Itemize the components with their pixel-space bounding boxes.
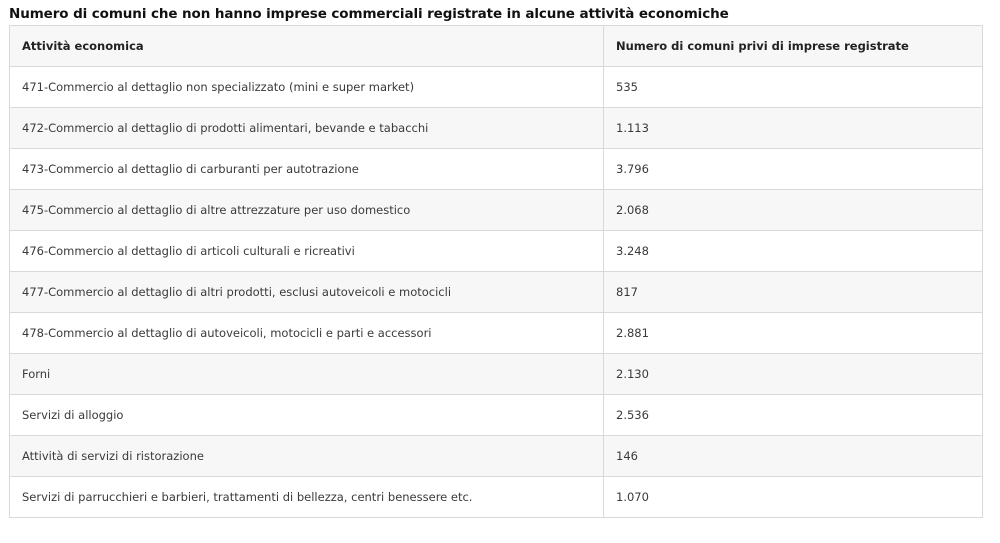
cell-activity: 473-Commercio al dettaglio di carburanti per autotrazione bbox=[10, 149, 604, 190]
table-row bbox=[10, 436, 983, 477]
table-row bbox=[10, 272, 983, 313]
table-row bbox=[10, 108, 983, 149]
table-row bbox=[10, 231, 983, 272]
cell-count: 535 bbox=[604, 67, 983, 108]
data-table bbox=[9, 25, 983, 518]
cell-count: 817 bbox=[604, 272, 983, 313]
table-row bbox=[10, 313, 983, 354]
cell-activity: Servizi di alloggio bbox=[10, 395, 604, 436]
cell-count: 3.796 bbox=[604, 149, 983, 190]
cell-count: 2.881 bbox=[604, 313, 983, 354]
cell-count: 2.068 bbox=[604, 190, 983, 231]
cell-activity: 477-Commercio al dettaglio di altri prodotti, esclusi autoveicoli e motocicli bbox=[10, 272, 604, 313]
table-header-row bbox=[10, 26, 983, 67]
table-row bbox=[10, 477, 983, 518]
table-row bbox=[10, 190, 983, 231]
table-row bbox=[10, 395, 983, 436]
cell-activity: 476-Commercio al dettaglio di articoli culturali e ricreativi bbox=[10, 231, 604, 272]
cell-activity: Attività di servizi di ristorazione bbox=[10, 436, 604, 477]
cell-activity: 475-Commercio al dettaglio di altre attrezzature per uso domestico bbox=[10, 190, 604, 231]
cell-activity: 472-Commercio al dettaglio di prodotti alimentari, bevande e tabacchi bbox=[10, 108, 604, 149]
cell-count: 2.130 bbox=[604, 354, 983, 395]
header-count: Numero di comuni privi di imprese registrate bbox=[604, 26, 983, 67]
cell-count: 1.070 bbox=[604, 477, 983, 518]
header-activity: Attività economica bbox=[10, 26, 604, 67]
table-title: Numero di comuni che non hanno imprese commerciali registrate in alcune attività economiche bbox=[9, 6, 729, 22]
cell-count: 146 bbox=[604, 436, 983, 477]
cell-activity: 478-Commercio al dettaglio di autoveicoli, motocicli e parti e accessori bbox=[10, 313, 604, 354]
cell-activity: Forni bbox=[10, 354, 604, 395]
cell-count: 2.536 bbox=[604, 395, 983, 436]
table-row bbox=[10, 354, 983, 395]
cell-activity: 471-Commercio al dettaglio non specializzato (mini e super market) bbox=[10, 67, 604, 108]
cell-count: 1.113 bbox=[604, 108, 983, 149]
table-row bbox=[10, 67, 983, 108]
cell-count: 3.248 bbox=[604, 231, 983, 272]
table-row bbox=[10, 149, 983, 190]
cell-activity: Servizi di parrucchieri e barbieri, trattamenti di bellezza, centri benessere etc. bbox=[10, 477, 604, 518]
